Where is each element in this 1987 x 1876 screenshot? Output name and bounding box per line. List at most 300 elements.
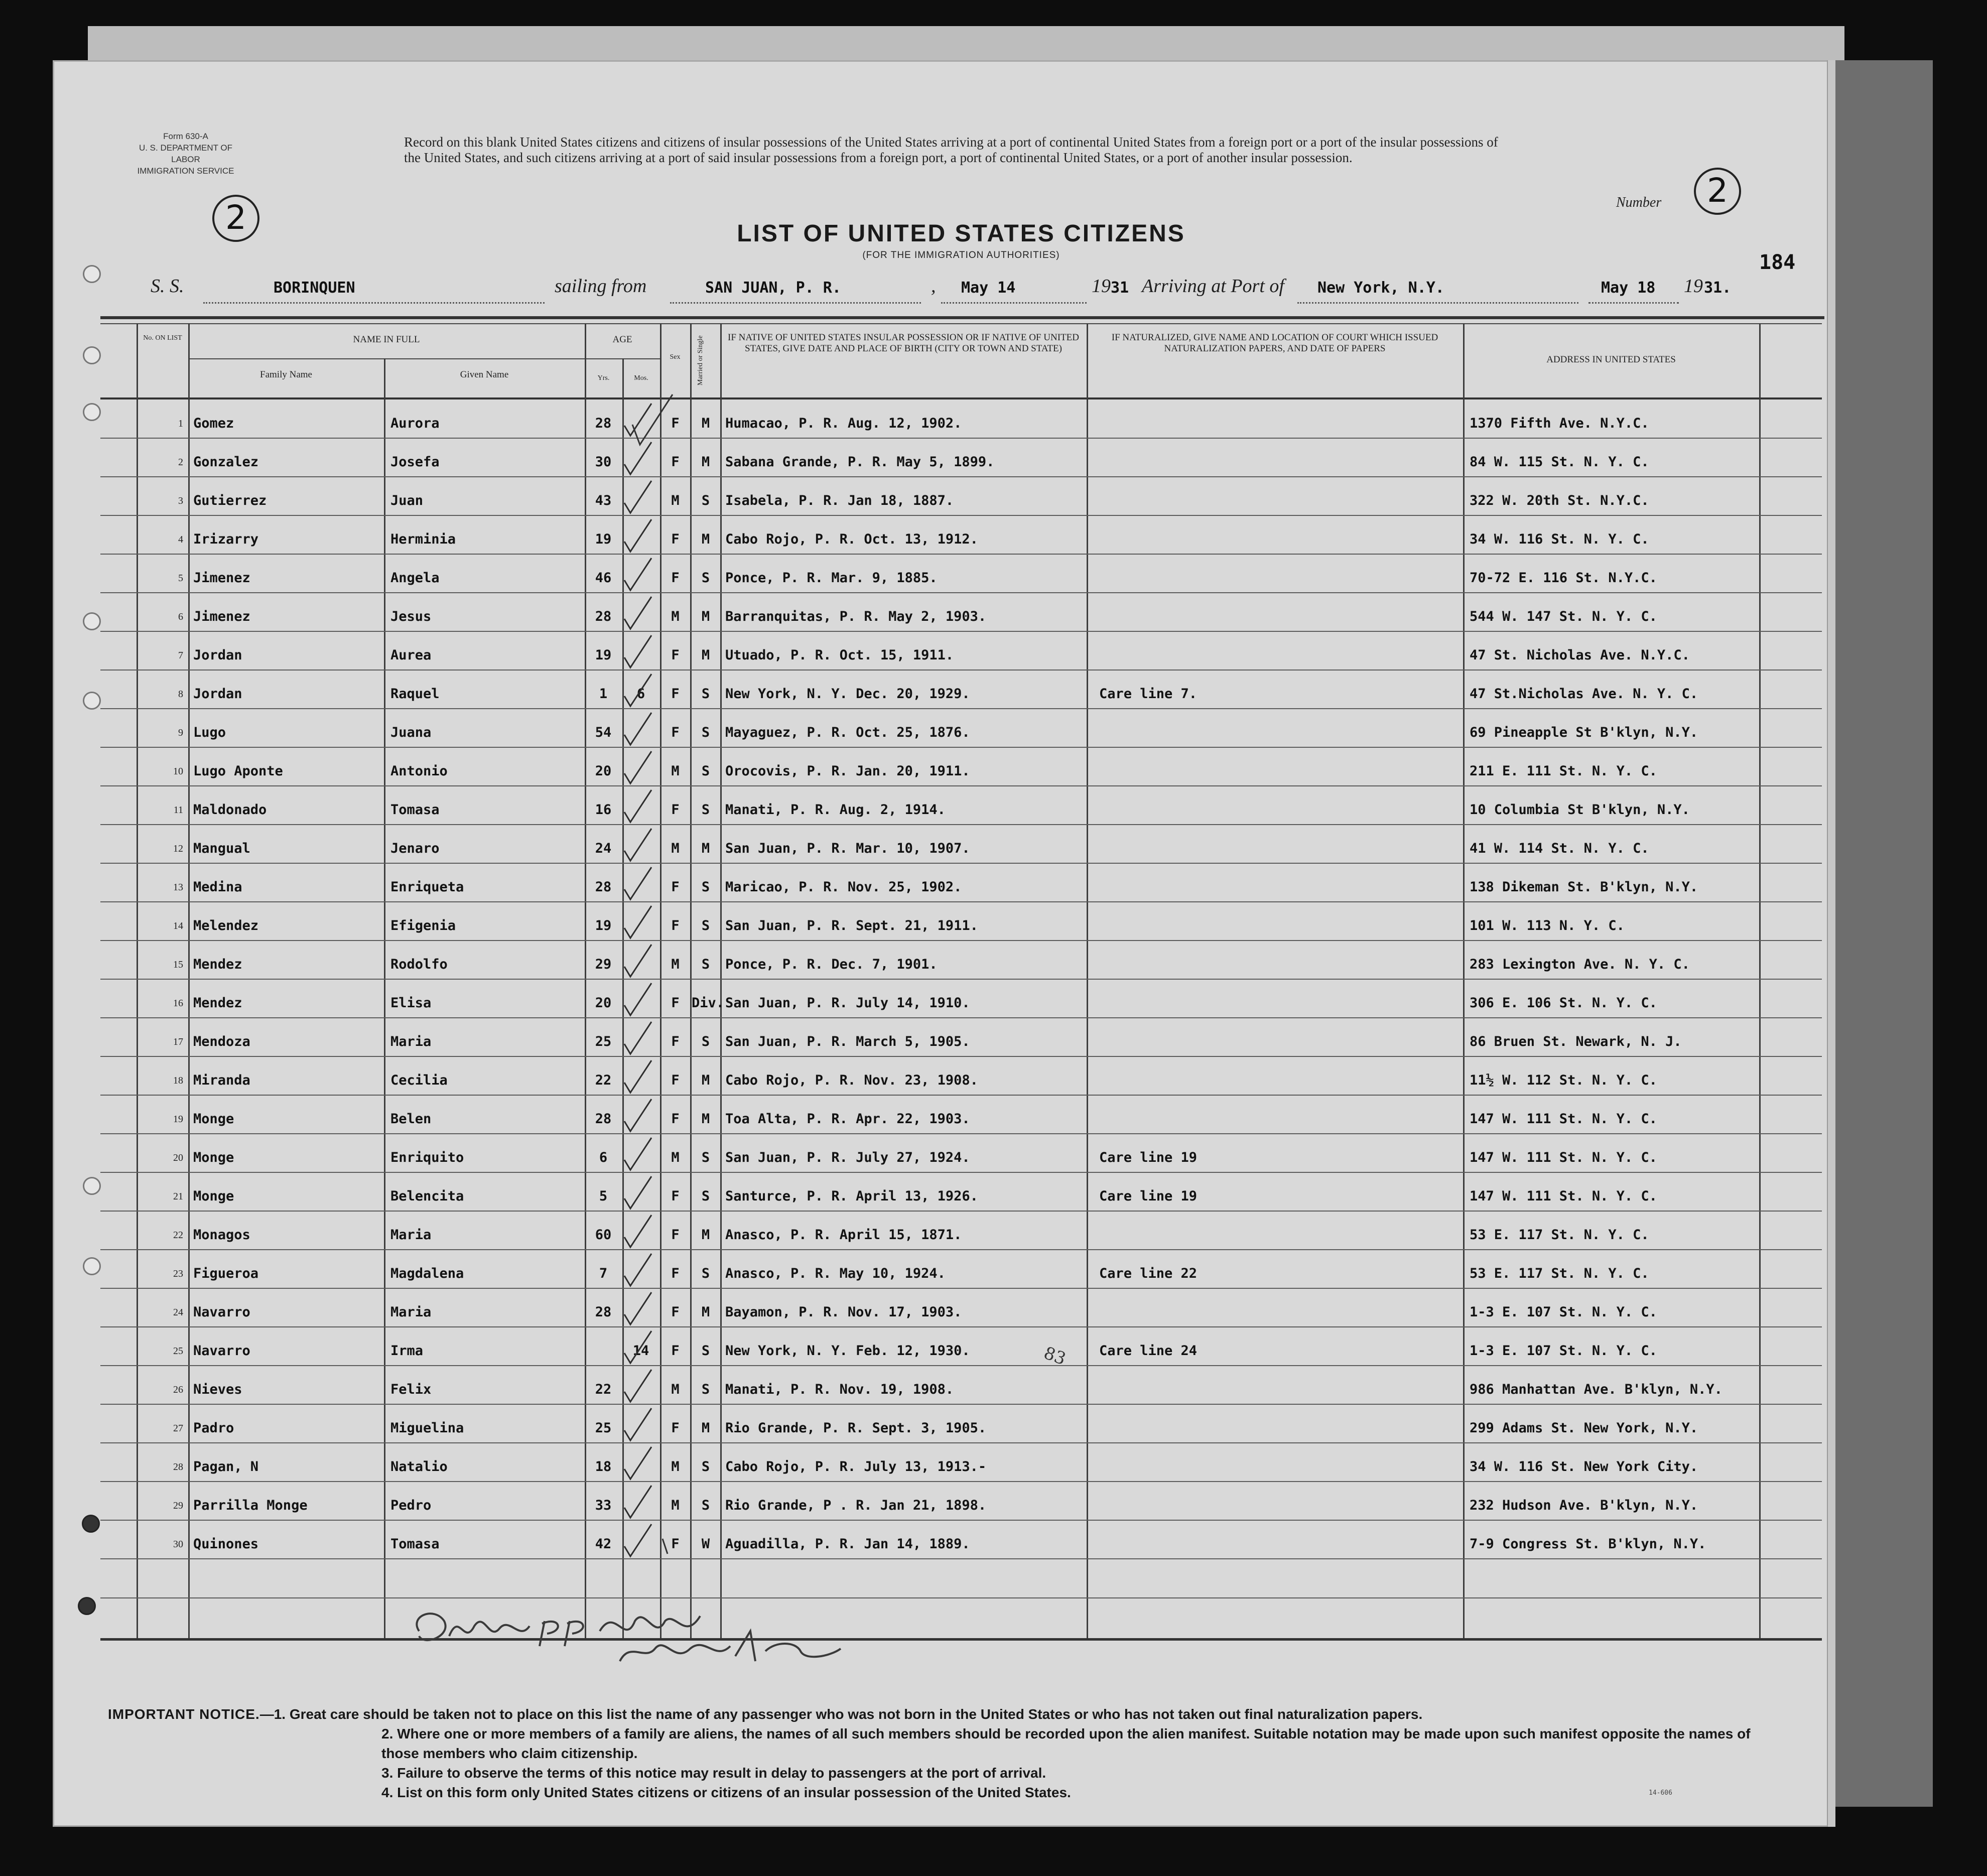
- cell-ms: M: [701, 454, 710, 470]
- cell-family: Jimenez: [193, 609, 250, 624]
- cell-ms: S: [701, 879, 710, 895]
- cell-given: Aurora: [390, 416, 440, 431]
- binder-hole: [83, 612, 101, 630]
- cell-birth: San Juan, P. R. Sept. 21, 1911.: [725, 918, 978, 933]
- cell-given: Maria: [390, 1034, 432, 1049]
- cell-ms: S: [701, 763, 710, 779]
- cell-mos: 14: [632, 1343, 649, 1359]
- cell-addr: 53 E. 117 St. N. Y. C.: [1470, 1227, 1649, 1243]
- cell-family: Nieves: [193, 1382, 242, 1397]
- cell-family: Lugo Aponte: [193, 763, 283, 779]
- cell-given: Elisa: [390, 995, 432, 1011]
- cell-no: 19: [173, 1114, 183, 1125]
- cell-yrs: 22: [595, 1073, 612, 1088]
- cell-family: Gomez: [193, 416, 234, 431]
- circled-list-number-right: 2: [1694, 168, 1741, 215]
- cell-addr: 1-3 E. 107 St. N. Y. C.: [1470, 1343, 1657, 1359]
- cell-given: Jenaro: [390, 841, 440, 856]
- cell-addr: 986 Manhattan Ave. B'klyn, N.Y.: [1470, 1382, 1723, 1397]
- cell-given: Maria: [390, 1227, 432, 1243]
- cell-addr: 70-72 E. 116 St. N.Y.C.: [1470, 570, 1657, 586]
- cell-mos: 6: [636, 686, 645, 702]
- cell-birth: Humacao, P. R. Aug. 12, 1902.: [725, 416, 962, 431]
- cell-yrs: 6: [599, 1150, 608, 1165]
- cell-sex: M: [671, 1382, 680, 1397]
- cell-addr: 232 Hudson Ave. B'klyn, N.Y.: [1470, 1498, 1698, 1513]
- cell-given: Maria: [390, 1304, 432, 1320]
- comma-separator: ,: [931, 276, 936, 297]
- cell-sex: M: [671, 1459, 680, 1475]
- notice-item-3: [108, 1763, 1789, 1783]
- cell-sex: F: [671, 531, 680, 547]
- cell-no: 30: [173, 1539, 183, 1550]
- cell-birth: Sabana Grande, P. R. May 5, 1899.: [725, 454, 995, 470]
- cell-addr: 34 W. 116 St. New York City.: [1470, 1459, 1698, 1475]
- cell-given: Herminia: [390, 531, 456, 547]
- cell-yrs: 7: [599, 1266, 608, 1281]
- cell-given: Raquel: [390, 686, 440, 702]
- cell-given: Josefa: [390, 454, 440, 470]
- cell-sex: F: [671, 1073, 680, 1088]
- cell-addr: 147 W. 111 St. N. Y. C.: [1470, 1111, 1657, 1127]
- cell-birth: Barranquitas, P. R. May 2, 1903.: [725, 609, 987, 624]
- cell-ms: M: [701, 416, 710, 431]
- manifest-sheet: [53, 60, 1834, 1827]
- sailing-from-label: sailing from: [555, 276, 647, 297]
- cell-given: Angela: [390, 570, 440, 586]
- cell-addr: 84 W. 115 St. N. Y. C.: [1470, 454, 1649, 470]
- cell-sex: F: [671, 725, 680, 740]
- cell-ms: S: [701, 570, 710, 586]
- cell-family: Figueroa: [193, 1266, 259, 1281]
- cell-birth: Anasco, P. R. April 15, 1871.: [725, 1227, 962, 1243]
- cell-addr: 47 St. Nicholas Ave. N.Y.C.: [1470, 647, 1690, 663]
- cell-given: Enriqueta: [390, 879, 464, 895]
- cell-ms: S: [701, 1034, 710, 1049]
- notice-item-2: [108, 1724, 1789, 1763]
- cell-birth: Rio Grande, P . R. Jan 21, 1898.: [725, 1498, 987, 1513]
- cell-addr: 306 E. 106 St. N. Y. C.: [1470, 995, 1657, 1011]
- cell-yrs: 19: [595, 647, 612, 663]
- cell-sex: F: [671, 918, 680, 933]
- cell-sex: F: [671, 1536, 680, 1552]
- departure-year: 31: [1111, 279, 1129, 297]
- header-sex: Sex: [670, 353, 681, 361]
- cell-given: Belen: [390, 1111, 432, 1127]
- cell-family: Mendoza: [193, 1034, 250, 1049]
- notice-text-4: 4. List on this form only United States citizens or citizens of an insular possession of the United States.: [381, 1785, 1071, 1800]
- arrival-date: May 18: [1601, 279, 1656, 297]
- binder-hole: [82, 1515, 100, 1533]
- cell-yrs: 5: [599, 1188, 608, 1204]
- cell-ms: S: [701, 1459, 710, 1475]
- cell-no: 4: [178, 534, 183, 545]
- header-years: Yrs.: [597, 374, 610, 382]
- cell-birth: Ponce, P. R. Dec. 7, 1901.: [725, 957, 938, 972]
- cell-yrs: 1: [599, 686, 608, 702]
- cell-yrs: 28: [595, 609, 612, 624]
- cell-yrs: 43: [595, 493, 612, 508]
- margin-note: 83: [1041, 1343, 1069, 1370]
- cell-given: Juan: [390, 493, 424, 508]
- cell-yrs: 28: [595, 879, 612, 895]
- cell-birth: Isabela, P. R. Jan 18, 1887.: [725, 493, 954, 508]
- cell-sex: F: [671, 454, 680, 470]
- cell-no: 25: [173, 1346, 183, 1357]
- notice-text-1: —1. Great care should be taken not to place on this list the name of any passenger who was not born in the United States or who has not taken out final naturalization papers.: [259, 1706, 1423, 1722]
- cell-no: 28: [173, 1461, 183, 1472]
- cell-ms: M: [701, 647, 710, 663]
- cell-given: Pedro: [390, 1498, 432, 1513]
- cell-ms: S: [701, 1188, 710, 1204]
- cell-given: Magdalena: [390, 1266, 464, 1281]
- notice-text-2: 2. Where one or more members of a family are aliens, the names of all such members should be recorded upon the alien manifest. Suitable notation may be made upon such manifest opposite the names of those members who claim citizenship.: [381, 1726, 1751, 1761]
- cell-family: Monge: [193, 1111, 234, 1127]
- cell-given: Cecilia: [390, 1073, 448, 1088]
- cell-birth: Utuado, P. R. Oct. 15, 1911.: [725, 647, 954, 663]
- form-service: IMMIGRATION SERVICE: [137, 166, 234, 176]
- cell-no: 2: [178, 457, 183, 468]
- instructions-paragraph: Record on this blank United States citizens and citizens of insular possessions of the United States arriving at a port of continental United States from a foreign port or a port of the insular possessions of the United States, and such citizens arriving at a port of said insular possessions from a foreign port, a port of continental United States, or a port of another insular possession.: [404, 135, 1498, 165]
- cell-birth: New York, N. Y. Dec. 20, 1929.: [725, 686, 970, 702]
- cell-yrs: 28: [595, 1304, 612, 1320]
- cell-no: 21: [173, 1191, 183, 1202]
- cell-given: Belencita: [390, 1188, 464, 1204]
- cell-sex: M: [671, 493, 680, 508]
- cell-given: Rodolfo: [390, 957, 448, 972]
- notice-item-1: [108, 1704, 1789, 1724]
- cell-nat: Care line 7.: [1099, 686, 1198, 702]
- cell-given: Natalio: [390, 1459, 448, 1475]
- cell-ms: M: [701, 1227, 710, 1243]
- cell-sex: F: [671, 647, 680, 663]
- cell-birth: Cabo Rojo, P. R. Nov. 23, 1908.: [725, 1073, 978, 1088]
- cell-no: 12: [173, 843, 183, 854]
- cell-birth: New York, N. Y. Feb. 12, 1930.: [725, 1343, 970, 1359]
- binder-hole: [83, 346, 101, 364]
- number-label: Number: [1616, 195, 1662, 210]
- cell-yrs: 29: [595, 957, 612, 972]
- cell-no: 22: [173, 1230, 183, 1241]
- cell-birth: San Juan, P. R. Mar. 10, 1907.: [725, 841, 970, 856]
- arrival-port: New York, N.Y.: [1317, 279, 1444, 297]
- header-naturalization: IF NATURALIZED, GIVE NAME AND LOCATION OF COURT WHICH ISSUED NATURALIZATION PAPERS, AND DATE OF PAPERS: [1111, 332, 1438, 354]
- ship-label: S. S.: [151, 276, 184, 297]
- cell-no: 23: [173, 1268, 183, 1279]
- cell-no: 6: [178, 611, 183, 622]
- header-family-name: Family Name: [260, 369, 312, 380]
- cell-no: 20: [173, 1152, 183, 1163]
- cell-ms: S: [701, 918, 710, 933]
- cell-ms: S: [701, 686, 710, 702]
- cell-family: Melendez: [193, 918, 259, 933]
- cell-birth: Maricao, P. R. Nov. 25, 1902.: [725, 879, 962, 895]
- cell-sex: F: [671, 1420, 680, 1436]
- cell-addr: 34 W. 116 St. N. Y. C.: [1470, 531, 1649, 547]
- cell-given: Felix: [390, 1382, 432, 1397]
- cell-sex: F: [671, 995, 680, 1011]
- cell-addr: 211 E. 111 St. N. Y. C.: [1470, 763, 1657, 779]
- cell-family: Padro: [193, 1420, 234, 1436]
- cell-ms: S: [701, 725, 710, 740]
- cell-yrs: 22: [595, 1382, 612, 1397]
- cell-ms: W: [701, 1536, 710, 1552]
- departure-date: May 14: [961, 279, 1016, 297]
- cell-yrs: 20: [595, 995, 612, 1011]
- cell-sex: F: [671, 1188, 680, 1204]
- binder-hole: [83, 265, 101, 283]
- cell-family: Mendez: [193, 957, 242, 972]
- cell-no: 1: [178, 418, 183, 429]
- cell-yrs: 28: [595, 416, 612, 431]
- cell-yrs: 25: [595, 1034, 612, 1049]
- cell-ms: M: [701, 1420, 710, 1436]
- cell-birth: Manati, P. R. Aug. 2, 1914.: [725, 802, 946, 818]
- cell-yrs: 28: [595, 1111, 612, 1127]
- cell-no: 16: [173, 998, 183, 1009]
- cell-ms: M: [701, 609, 710, 624]
- cell-family: Monge: [193, 1188, 234, 1204]
- cell-given: Tomasa: [390, 802, 440, 818]
- cell-family: Monagos: [193, 1227, 250, 1243]
- cell-addr: 7-9 Congress St. B'klyn, N.Y.: [1470, 1536, 1706, 1552]
- form-code: 14-606: [1649, 1789, 1672, 1797]
- cell-ms: S: [701, 1343, 710, 1359]
- arrival-date-line: [1588, 302, 1679, 304]
- cell-birth: Aguadilla, P. R. Jan 14, 1889.: [725, 1536, 970, 1552]
- notice-item-4: [108, 1783, 1789, 1802]
- cell-ms: S: [701, 1266, 710, 1281]
- cell-sex: F: [671, 416, 680, 431]
- cell-sex: M: [671, 1150, 680, 1165]
- cell-family: Parrilla Monge: [193, 1498, 308, 1513]
- cell-no: 11: [173, 805, 183, 816]
- cell-family: Maldonado: [193, 802, 267, 818]
- cell-family: Jimenez: [193, 570, 250, 586]
- cell-family: Irizarry: [193, 531, 259, 547]
- cell-yrs: 20: [595, 763, 612, 779]
- header-name-in-full: NAME IN FULL: [353, 334, 420, 345]
- cell-no: 15: [173, 959, 183, 970]
- arrival-year-prefix: 19: [1684, 276, 1703, 297]
- cell-addr: 53 E. 117 St. N. Y. C.: [1470, 1266, 1649, 1281]
- cell-family: Quinones: [193, 1536, 259, 1552]
- cell-sex: F: [671, 1111, 680, 1127]
- cell-birth: Mayaguez, P. R. Oct. 25, 1876.: [725, 725, 970, 740]
- cell-yrs: 18: [595, 1459, 612, 1475]
- cell-birth: Bayamon, P. R. Nov. 17, 1903.: [725, 1304, 962, 1320]
- cell-addr: 299 Adams St. New York, N.Y.: [1470, 1420, 1698, 1436]
- header-address: ADDRESS IN UNITED STATES: [1546, 354, 1676, 365]
- cell-sex: F: [671, 1343, 680, 1359]
- cell-addr: 69 Pineapple St B'klyn, N.Y.: [1470, 725, 1698, 740]
- binder-hole: [83, 692, 101, 710]
- cell-ms: S: [701, 957, 710, 972]
- cell-addr: 1-3 E. 107 St. N. Y. C.: [1470, 1304, 1657, 1320]
- cell-family: Gonzalez: [193, 454, 259, 470]
- cell-birth: Anasco, P. R. May 10, 1924.: [725, 1266, 946, 1281]
- check-mark-continuation: [632, 394, 673, 445]
- cell-sex: F: [671, 1266, 680, 1281]
- cell-family: Navarro: [193, 1304, 250, 1320]
- cell-birth: Ponce, P. R. Mar. 9, 1885.: [725, 570, 938, 586]
- cell-birth: San Juan, P. R. March 5, 1905.: [725, 1034, 970, 1049]
- arrival-year: 31.: [1704, 279, 1732, 297]
- cell-yrs: 19: [595, 531, 612, 547]
- cell-yrs: 42: [595, 1536, 612, 1552]
- departure-date-line: [941, 302, 1087, 304]
- cell-ms: S: [701, 1498, 710, 1513]
- cell-addr: 138 Dikeman St. B'klyn, N.Y.: [1470, 879, 1698, 895]
- cell-no: 9: [178, 727, 183, 738]
- cell-no: 13: [173, 882, 183, 893]
- binder-hole: [83, 1177, 101, 1195]
- cell-sex: F: [671, 1304, 680, 1320]
- cell-sex: M: [671, 957, 680, 972]
- cell-no: 10: [173, 766, 183, 777]
- cell-birth: Cabo Rojo, P. R. Oct. 13, 1912.: [725, 531, 978, 547]
- header-no-on-list: No. ON LIST: [143, 334, 182, 342]
- cell-nat: Care line 19: [1099, 1150, 1198, 1165]
- cell-given: Tomasa: [390, 1536, 440, 1552]
- cell-yrs: 33: [595, 1498, 612, 1513]
- cell-family: Jordan: [193, 647, 242, 663]
- cell-no: 18: [173, 1075, 183, 1086]
- cell-addr: 147 W. 111 St. N. Y. C.: [1470, 1188, 1657, 1204]
- cell-addr: 10 Columbia St B'klyn, N.Y.: [1470, 802, 1690, 818]
- ship-name: BORINQUEN: [274, 279, 355, 297]
- cell-birth: San Juan, P. R. July 27, 1924.: [725, 1150, 970, 1165]
- cell-no: 7: [178, 650, 183, 661]
- cell-birth: Santurce, P. R. April 13, 1926.: [725, 1188, 978, 1204]
- cell-sex: F: [671, 879, 680, 895]
- cell-ms: M: [701, 531, 710, 547]
- departure-port-line: [670, 302, 921, 304]
- cell-yrs: 30: [595, 454, 612, 470]
- important-notice: [108, 1704, 1789, 1802]
- cell-birth: Manati, P. R. Nov. 19, 1908.: [725, 1382, 954, 1397]
- cell-no: 24: [173, 1307, 183, 1318]
- cell-birth: San Juan, P. R. July 14, 1910.: [725, 995, 970, 1011]
- passenger-table: [100, 316, 1824, 1644]
- header-birth-place: IF NATIVE OF UNITED STATES INSULAR POSSESSION OR IF NATIVE OF UNITED STATES, GIVE DATE AND PLACE OF BIRTH (CITY OR TOWN AND STATE): [728, 332, 1079, 354]
- cell-yrs: 25: [595, 1420, 612, 1436]
- circled-list-number-left: 2: [212, 195, 259, 242]
- sheet-margin-strip: [1827, 60, 1835, 1827]
- cell-sex: M: [671, 763, 680, 779]
- cell-ms: M: [701, 841, 710, 856]
- cell-no: 8: [178, 689, 183, 700]
- cell-sex: M: [671, 841, 680, 856]
- cell-no: 17: [173, 1036, 183, 1047]
- cell-given: Miguelina: [390, 1420, 464, 1436]
- cell-given: Juana: [390, 725, 432, 740]
- cell-ms: Div.: [692, 995, 725, 1011]
- cell-given: Efigenia: [390, 918, 456, 933]
- cell-addr: 11½ W. 112 St. N. Y. C.: [1470, 1073, 1657, 1088]
- cell-birth: Cabo Rojo, P. R. July 13, 1913.-: [725, 1459, 987, 1475]
- cell-family: Gutierrez: [193, 493, 267, 508]
- cell-family: Miranda: [193, 1073, 250, 1088]
- cell-addr: 147 W. 111 St. N. Y. C.: [1470, 1150, 1657, 1165]
- cell-yrs: 16: [595, 802, 612, 818]
- cell-no: 5: [178, 573, 183, 584]
- cell-no: 29: [173, 1500, 183, 1511]
- cell-ms: M: [701, 1111, 710, 1127]
- cell-ms: M: [701, 1304, 710, 1320]
- binder-hole: [78, 1597, 96, 1615]
- cell-given: Jesus: [390, 609, 432, 624]
- cell-ms: S: [701, 493, 710, 508]
- page-title: LIST OF UNITED STATES CITIZENS: [737, 220, 1185, 247]
- cell-sex: F: [671, 570, 680, 586]
- cell-ms: M: [701, 1073, 710, 1088]
- cell-birth: Rio Grande, P. R. Sept. 3, 1905.: [725, 1420, 987, 1436]
- cell-no: 27: [173, 1423, 183, 1434]
- cell-addr: 283 Lexington Ave. N. Y. C.: [1470, 957, 1690, 972]
- cell-addr: 1370 Fifth Ave. N.Y.C.: [1470, 416, 1649, 431]
- cell-yrs: 24: [595, 841, 612, 856]
- cell-birth: Orocovis, P. R. Jan. 20, 1911.: [725, 763, 970, 779]
- cell-addr: 41 W. 114 St. N. Y. C.: [1470, 841, 1649, 856]
- cell-addr: 544 W. 147 St. N. Y. C.: [1470, 609, 1657, 624]
- cell-yrs: 46: [595, 570, 612, 586]
- binder-hole: [83, 403, 101, 421]
- form-department: U. S. DEPARTMENT OF LABOR: [139, 143, 233, 164]
- cell-family: Monge: [193, 1150, 234, 1165]
- cell-yrs: 60: [595, 1227, 612, 1243]
- cell-family: Jordan: [193, 686, 242, 702]
- notice-heading: IMPORTANT NOTICE.: [108, 1706, 260, 1722]
- cell-family: Navarro: [193, 1343, 250, 1359]
- cell-sex: F: [671, 686, 680, 702]
- arrival-port-line: [1297, 302, 1578, 304]
- cell-ms: S: [701, 1382, 710, 1397]
- ship-name-line: [203, 302, 545, 304]
- check-mark-tail: [663, 1539, 668, 1554]
- header-given-name: Given Name: [460, 369, 509, 380]
- cell-yrs: 19: [595, 918, 612, 933]
- header-married-single: Married or Single: [697, 335, 704, 385]
- cell-sex: M: [671, 609, 680, 624]
- header-months: Mos.: [634, 374, 648, 382]
- handwritten-signature: [404, 1601, 956, 1676]
- cell-nat: Care line 24: [1099, 1343, 1198, 1359]
- cell-ms: S: [701, 1150, 710, 1165]
- arriving-label: Arriving at Port of: [1142, 276, 1284, 297]
- cell-given: Aurea: [390, 647, 432, 663]
- cell-sex: M: [671, 1498, 680, 1513]
- departure-port: SAN JUAN, P. R.: [705, 279, 841, 297]
- cell-yrs: 54: [595, 725, 612, 740]
- cell-ms: S: [701, 802, 710, 818]
- cell-family: Medina: [193, 879, 242, 895]
- departure-year-prefix: 19: [1092, 276, 1111, 297]
- cell-given: Irma: [390, 1343, 424, 1359]
- cell-sex: F: [671, 802, 680, 818]
- cell-given: Antonio: [390, 763, 448, 779]
- cell-given: Enriquito: [390, 1150, 464, 1165]
- cell-birth: Toa Alta, P. R. Apr. 22, 1903.: [725, 1111, 970, 1127]
- cell-family: Lugo: [193, 725, 226, 740]
- page-count: 184: [1759, 251, 1796, 274]
- cell-family: Mendez: [193, 995, 242, 1011]
- cell-addr: 322 W. 20th St. N.Y.C.: [1470, 493, 1649, 508]
- cell-sex: F: [671, 1034, 680, 1049]
- cell-nat: Care line 22: [1099, 1266, 1198, 1281]
- form-number: Form 630-A: [163, 131, 208, 141]
- cell-no: 26: [173, 1384, 183, 1395]
